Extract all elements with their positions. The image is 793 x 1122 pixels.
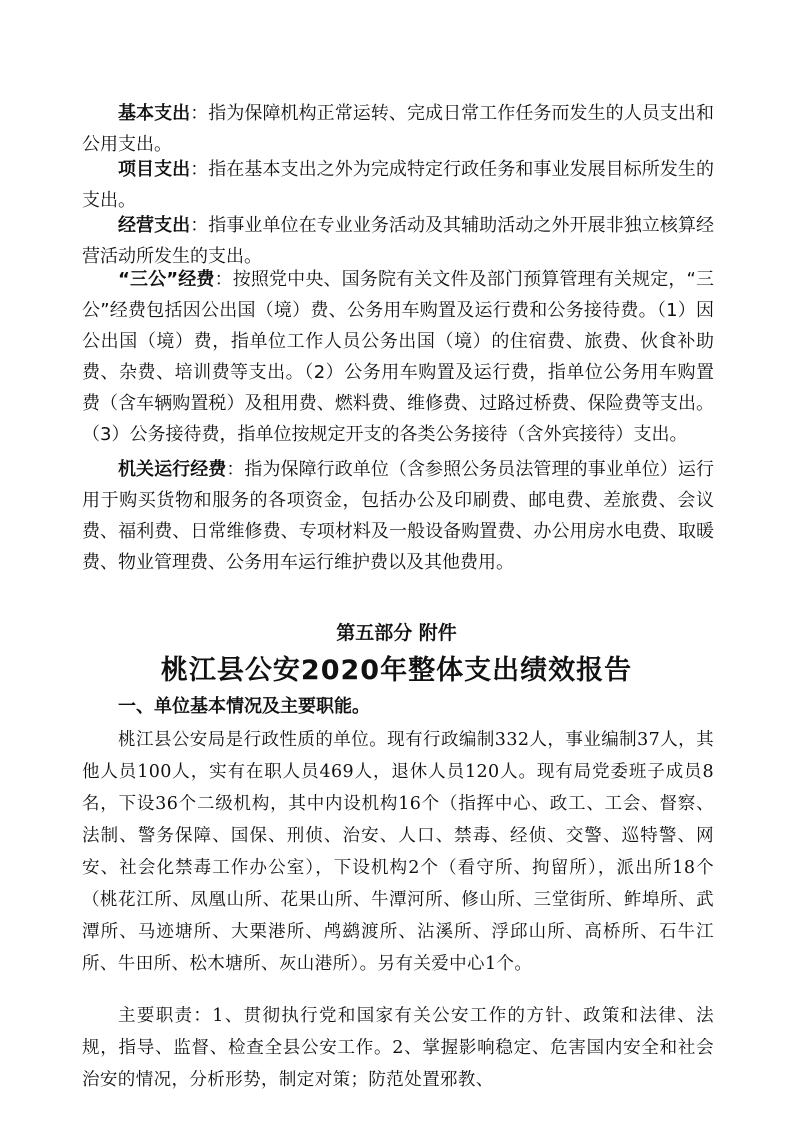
definition-text: ：按照党中央、国务院有关文件及部门预算管理有关规定，“三公”经费包括因公出国（境）费、公务用车购置及运行费和公务接待费。（1）因公出国（境）费，指单位工作人员公务出国（境）的住宿费、旅费、伙食补助费、杂费、培训费等支出。（2）公务用车购置及运行费，指单位公务用车购置费（含车辆购置税）及租用费、燃料费、维修费、过路过桥费、保险费等支出。（3）公务接待费，指单位按规定开支的各类公务接待（含外宾接待）支出。 — [82, 269, 714, 445]
definition-term: “三公”经费 — [118, 269, 215, 290]
definition-term: 项目支出 — [118, 159, 191, 180]
part-heading: 第五部分 附件 — [336, 622, 457, 644]
definition-text: ：指事业单位在专业业务活动及其辅助活动之外开展非独立核算经营活动所发生的支出。 — [82, 215, 714, 267]
definition-text: ：指为保障行政单位（含参照公务员法管理的事业单位）运行用于购买货物和服务的各项资金，包括办公及印刷费、邮电费、差旅费、会议费、福利费、日常维修费、专项材料及一般设备购置费、办公用房水电费、取暖费、物业管理费、公务用车运行维护费以及其他费用。 — [82, 459, 714, 573]
definition-term: 机关运行经费 — [118, 459, 227, 480]
definition-term: 经营支出 — [118, 215, 191, 236]
main-duties-paragraph: 主要职责：1、贯彻执行党和国家有关公安工作的方针、政策和法律、法规，指导、监督、检查全县公安工作。2、掌握影响稳定、危害国内安全和社会治安的情况，分析形势，制定对策；防范处置邪教、 — [82, 1006, 714, 1090]
definition-agency-operating-funds — [82, 454, 714, 578]
definition-operating-expenditure — [82, 210, 714, 272]
section-heading: 一、单位基本情况及主要职能。 — [118, 696, 370, 717]
definition-text: ：指在基本支出之外为完成特定行政任务和事业发展目标所发生的支出。 — [82, 159, 714, 211]
definition-three-public-funds — [82, 264, 714, 450]
report-title: 桃江县公安2020年整体支出绩效报告 — [160, 655, 633, 686]
definition-basic-expenditure — [82, 98, 714, 160]
definition-text: ：指为保障机构正常运转、完成日常工作任务而发生的人员支出和公用支出。 — [82, 103, 714, 155]
definition-project-expenditure — [82, 154, 714, 216]
unit-overview-paragraph: 桃江县公安局是行政性质的单位。现有行政编制332人，事业编制37人，其他人员100人，实有在职人员469人，退休人员120人。现有局党委班子成员8名，下设36个二级机构，其中内设机构16个（指挥中心、政工、工会、督察、法制、警务保障、国保、刑侦、治安、人口、禁毒、经侦、交警、巡特警、网安、社会化禁毒工作办公室），下设机构2个（看守所、拘留所），派出所18个（桃花江所、凤凰山所、花果山所、牛潭河所、修山所、三堂街所、鲊埠所、武潭所、马迹塘所、大栗港所、鸬鹚渡所、沾溪所、浮邱山所、高桥所、石牛江所、牛田所、松木塘所、灰山港所）。另有关爱中心1个。 — [82, 730, 714, 974]
definition-term: 基本支出 — [118, 103, 191, 124]
